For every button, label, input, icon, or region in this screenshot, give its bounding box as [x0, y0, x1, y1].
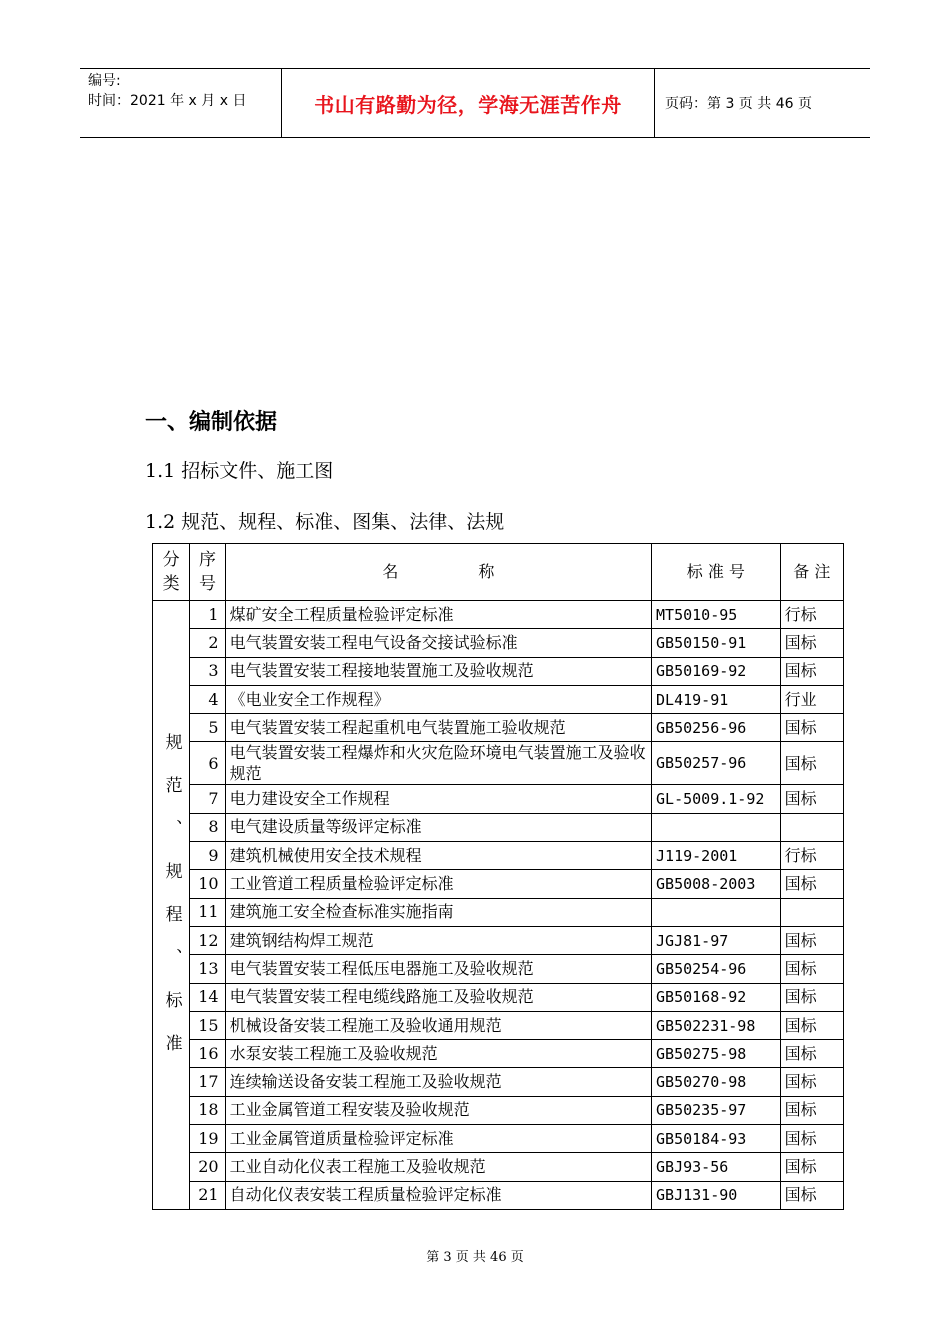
- row-no: 14: [190, 983, 225, 1011]
- row-name: 《电业安全工作规程》: [225, 685, 651, 713]
- row-name: 电气装置安装工程电缆线路施工及验收规范: [225, 983, 651, 1011]
- row-no: 15: [190, 1011, 225, 1039]
- row-note: 国标: [780, 1153, 843, 1181]
- row-note: 国标: [780, 1040, 843, 1068]
- row-note: 国标: [780, 657, 843, 685]
- row-name: 工业金属管道质量检验评定标准: [225, 1125, 651, 1153]
- row-note: 国标: [780, 983, 843, 1011]
- row-std: GB50270-98: [652, 1068, 781, 1096]
- row-note: 国标: [780, 1011, 843, 1039]
- row-no: 20: [190, 1153, 225, 1181]
- table-row: [153, 955, 844, 983]
- row-note: 国标: [780, 955, 843, 983]
- table-row: [153, 1153, 844, 1181]
- row-std: DL419-91: [652, 685, 781, 713]
- header-page-info: 页码：第 3 页 共 46 页: [665, 96, 812, 112]
- row-no: 6: [190, 742, 225, 785]
- row-note: 国标: [780, 1096, 843, 1124]
- page-header: [80, 68, 870, 138]
- row-no: 5: [190, 714, 225, 742]
- row-std: JGJ81-97: [652, 926, 781, 954]
- row-note: 国标: [780, 926, 843, 954]
- table-row: [153, 926, 844, 954]
- row-note: 国标: [780, 742, 843, 785]
- page-footer: 第 3 页 共 46 页: [426, 1250, 524, 1265]
- row-no: 21: [190, 1181, 225, 1209]
- row-std: GB50184-93: [652, 1125, 781, 1153]
- row-name: 电气装置安装工程电气设备交接试验标准: [225, 629, 651, 657]
- table-row: [153, 1040, 844, 1068]
- paragraph-1-2: 1.2 规范、规程、标准、图集、法律、法规: [145, 511, 505, 533]
- table-row: [153, 1181, 844, 1209]
- row-no: 8: [190, 813, 225, 841]
- row-name: 煤矿安全工程质量检验评定标准: [225, 601, 651, 629]
- row-name: 建筑施工安全检查标准实施指南: [225, 898, 651, 926]
- row-note: 国标: [780, 1125, 843, 1153]
- row-note: 国标: [780, 714, 843, 742]
- row-no: 19: [190, 1125, 225, 1153]
- row-no: 3: [190, 657, 225, 685]
- row-no: 13: [190, 955, 225, 983]
- table-row: [153, 742, 844, 785]
- row-no: 12: [190, 926, 225, 954]
- table-row: [153, 1125, 844, 1153]
- row-name: 建筑机械使用安全技术规程: [225, 842, 651, 870]
- row-std: [652, 898, 781, 926]
- header-std: 标 准 号: [652, 544, 781, 601]
- table-row: [153, 983, 844, 1011]
- row-name: 机械设备安装工程施工及验收通用规范: [225, 1011, 651, 1039]
- row-std: GBJ93-56: [652, 1153, 781, 1181]
- table-row: [153, 898, 844, 926]
- table-row: [153, 813, 844, 841]
- row-name: 连续输送设备安装工程施工及验收规范: [225, 1068, 651, 1096]
- row-no: 16: [190, 1040, 225, 1068]
- row-name: 电力建设安全工作规程: [225, 785, 651, 813]
- table-row: [153, 785, 844, 813]
- row-note: 国标: [780, 785, 843, 813]
- table-row: [153, 714, 844, 742]
- standards-table: [152, 543, 844, 1210]
- row-note: [780, 898, 843, 926]
- row-std: GB5008-2003: [652, 870, 781, 898]
- table-header-row: [153, 544, 844, 601]
- row-note: 行标: [780, 842, 843, 870]
- header-motto: 书山有路勤为径，学海无涯苦作舟: [282, 69, 655, 137]
- row-std: GB50257-96: [652, 742, 781, 785]
- row-note: 行标: [780, 601, 843, 629]
- header-note: 备 注: [780, 544, 843, 601]
- table-row: [153, 1068, 844, 1096]
- row-note: 行业: [780, 685, 843, 713]
- row-no: 10: [190, 870, 225, 898]
- row-std: GB50275-98: [652, 1040, 781, 1068]
- table-row: [153, 685, 844, 713]
- header-meta: [80, 69, 282, 137]
- row-name: 电气装置安装工程起重机电气装置施工验收规范: [225, 714, 651, 742]
- row-note: 国标: [780, 1181, 843, 1209]
- row-name: 电气建设质量等级评定标准: [225, 813, 651, 841]
- table-row: [153, 601, 844, 629]
- row-no: 18: [190, 1096, 225, 1124]
- row-no: 11: [190, 898, 225, 926]
- row-std: GL-5009.1-92: [652, 785, 781, 813]
- row-name: 工业管道工程质量检验评定标准: [225, 870, 651, 898]
- row-name: 工业金属管道工程安装及验收规范: [225, 1096, 651, 1124]
- row-note: 国标: [780, 1068, 843, 1096]
- row-no: 4: [190, 685, 225, 713]
- table-body: [153, 601, 844, 1210]
- row-std: GBJ131-90: [652, 1181, 781, 1209]
- table-row: [153, 1096, 844, 1124]
- row-std: GB50169-92: [652, 657, 781, 685]
- row-name: 水泵安装工程施工及验收规范: [225, 1040, 651, 1068]
- row-std: GB50256-96: [652, 714, 781, 742]
- row-std: GB502231-98: [652, 1011, 781, 1039]
- table-row: [153, 657, 844, 685]
- category-cell: 规范、规程、标准: [153, 601, 190, 1210]
- row-name: 电气装置安装工程低压电器施工及验收规范: [225, 955, 651, 983]
- header-no: 序号: [190, 544, 225, 601]
- row-note: 国标: [780, 870, 843, 898]
- row-std: [652, 813, 781, 841]
- row-name: 自动化仪表安装工程质量检验评定标准: [225, 1181, 651, 1209]
- row-std: MT5010-95: [652, 601, 781, 629]
- row-std: GB50150-91: [652, 629, 781, 657]
- row-name: 电气装置安装工程接地装置施工及验收规范: [225, 657, 651, 685]
- row-name: 工业自动化仪表工程施工及验收规范: [225, 1153, 651, 1181]
- row-no: 1: [190, 601, 225, 629]
- row-std: GB50168-92: [652, 983, 781, 1011]
- paragraph-1-1: 1.1 招标文件、施工图: [145, 460, 334, 482]
- section-title: 一、编制依据: [145, 410, 278, 435]
- row-name: 建筑钢结构焊工规范: [225, 926, 651, 954]
- row-no: 7: [190, 785, 225, 813]
- table-row: [153, 1011, 844, 1039]
- time-label: 时间：2021 年 x 月 x 日: [88, 93, 247, 109]
- table-row: [153, 842, 844, 870]
- table-row: [153, 629, 844, 657]
- row-std: GB50235-97: [652, 1096, 781, 1124]
- row-note: 国标: [780, 629, 843, 657]
- row-std: J119-2001: [652, 842, 781, 870]
- header-category: 分类: [153, 544, 190, 601]
- row-name: 电气装置安装工程爆炸和火灾危险环境电气装置施工及验收规范: [225, 742, 651, 785]
- row-note: [780, 813, 843, 841]
- row-std: GB50254-96: [652, 955, 781, 983]
- row-no: 9: [190, 842, 225, 870]
- row-no: 2: [190, 629, 225, 657]
- row-no: 17: [190, 1068, 225, 1096]
- table-row: [153, 870, 844, 898]
- number-label: 编号:: [88, 73, 121, 89]
- header-name: 名 称: [225, 544, 651, 601]
